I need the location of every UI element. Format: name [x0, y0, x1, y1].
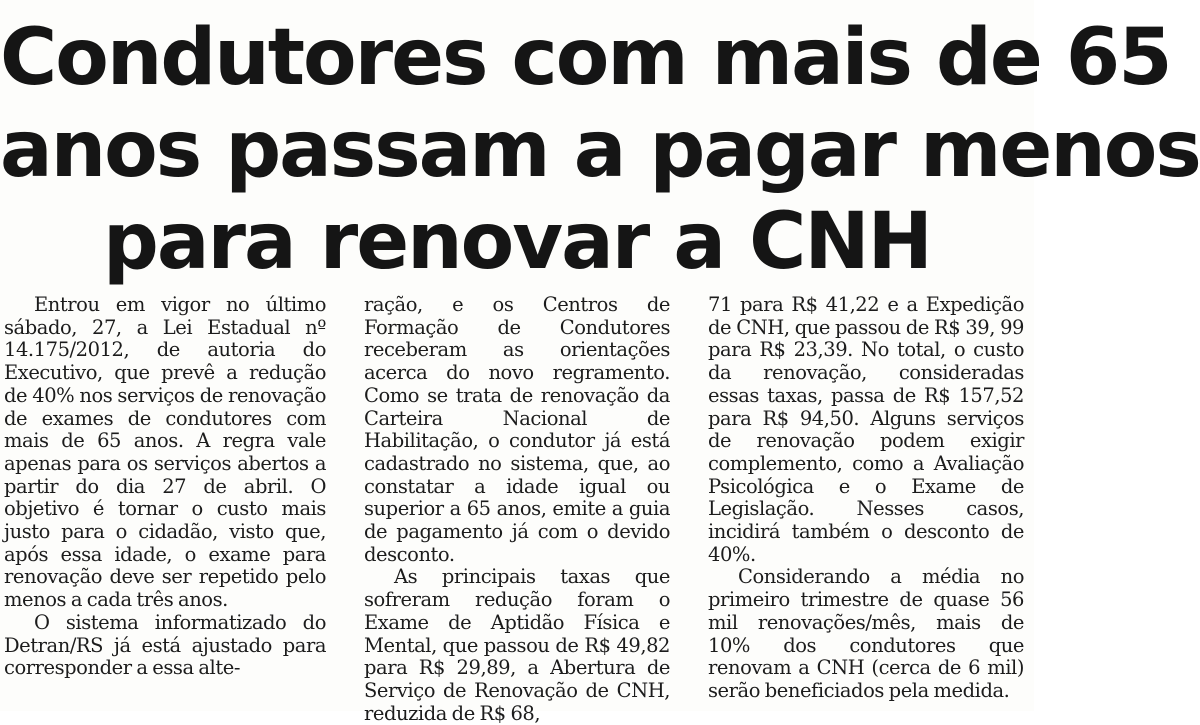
paragraph: As principais taxas que sofreram redução foram o Exame de Aptidão Física e Mental, que passou de R$ 49,82 para R$ 29,89, a Abertura de Serviço de Renovação de CNH, reduzida de R$ 68, [364, 565, 670, 725]
article-column-2 [364, 294, 670, 725]
headline-line: Condutores com mais de 65 [0, 13, 1171, 103]
article-body [0, 293, 1034, 725]
headline-line: anos passam a pagar menos [0, 105, 1200, 195]
paragraph: Considerando a média no primeiro trimestre de quase 56 mil renovações/mês, mais de 10% dos condutores que renovam a CNH (cerca de 6 mil) serão beneficiados pela medida. [708, 565, 1024, 702]
paragraph: 71 para R$ 41,22 e a Expedição de CNH, que passou de R$ 39, 99 para R$ 23,39. No total, o custo da renovação, consideradas essas taxas, passa de R$ 157,52 para R$ 94,50. Alguns serviços de renovação podem exigir complemento, como a Avaliação Psicológica e o Exame de Legislação. Nesses casos, incidirá também o desconto de 40%. [708, 293, 1024, 566]
article-column-3 [708, 294, 1024, 703]
headline-line: para renovar a CNH [103, 197, 931, 287]
paragraph: O sistema informatizado do Detran/RS já está ajustado para corresponder a essa alte- [4, 610, 326, 680]
paragraph: ração, e os Centros de Formação de Condutores receberam as orientações acerca do novo regramento. Como se trata de renovação da Carteira Nacional de Habilitação, o condutor já está cadastrado no sistema, que, ao constatar a idade igual ou superior a 65 anos, emite a guia de pagamento já com o devido desconto. [364, 293, 670, 566]
paragraph: Entrou em vigor no último sábado, 27, a Lei Estadual nº 14.175/2012, de autoria do Executivo, que prevê a redução de 40% nos serviços de renovação de exames de condutores com mais de 65 anos. A regra vale apenas para os serviços abertos a partir do dia 27 de abril. O objetivo é tornar o custo mais justo para o cidadão, visto que, após essa idade, o exame para renovação deve ser repetido pelo menos a cada três anos. [4, 293, 326, 612]
article-column-1 [4, 294, 326, 680]
headline [0, 12, 1200, 288]
